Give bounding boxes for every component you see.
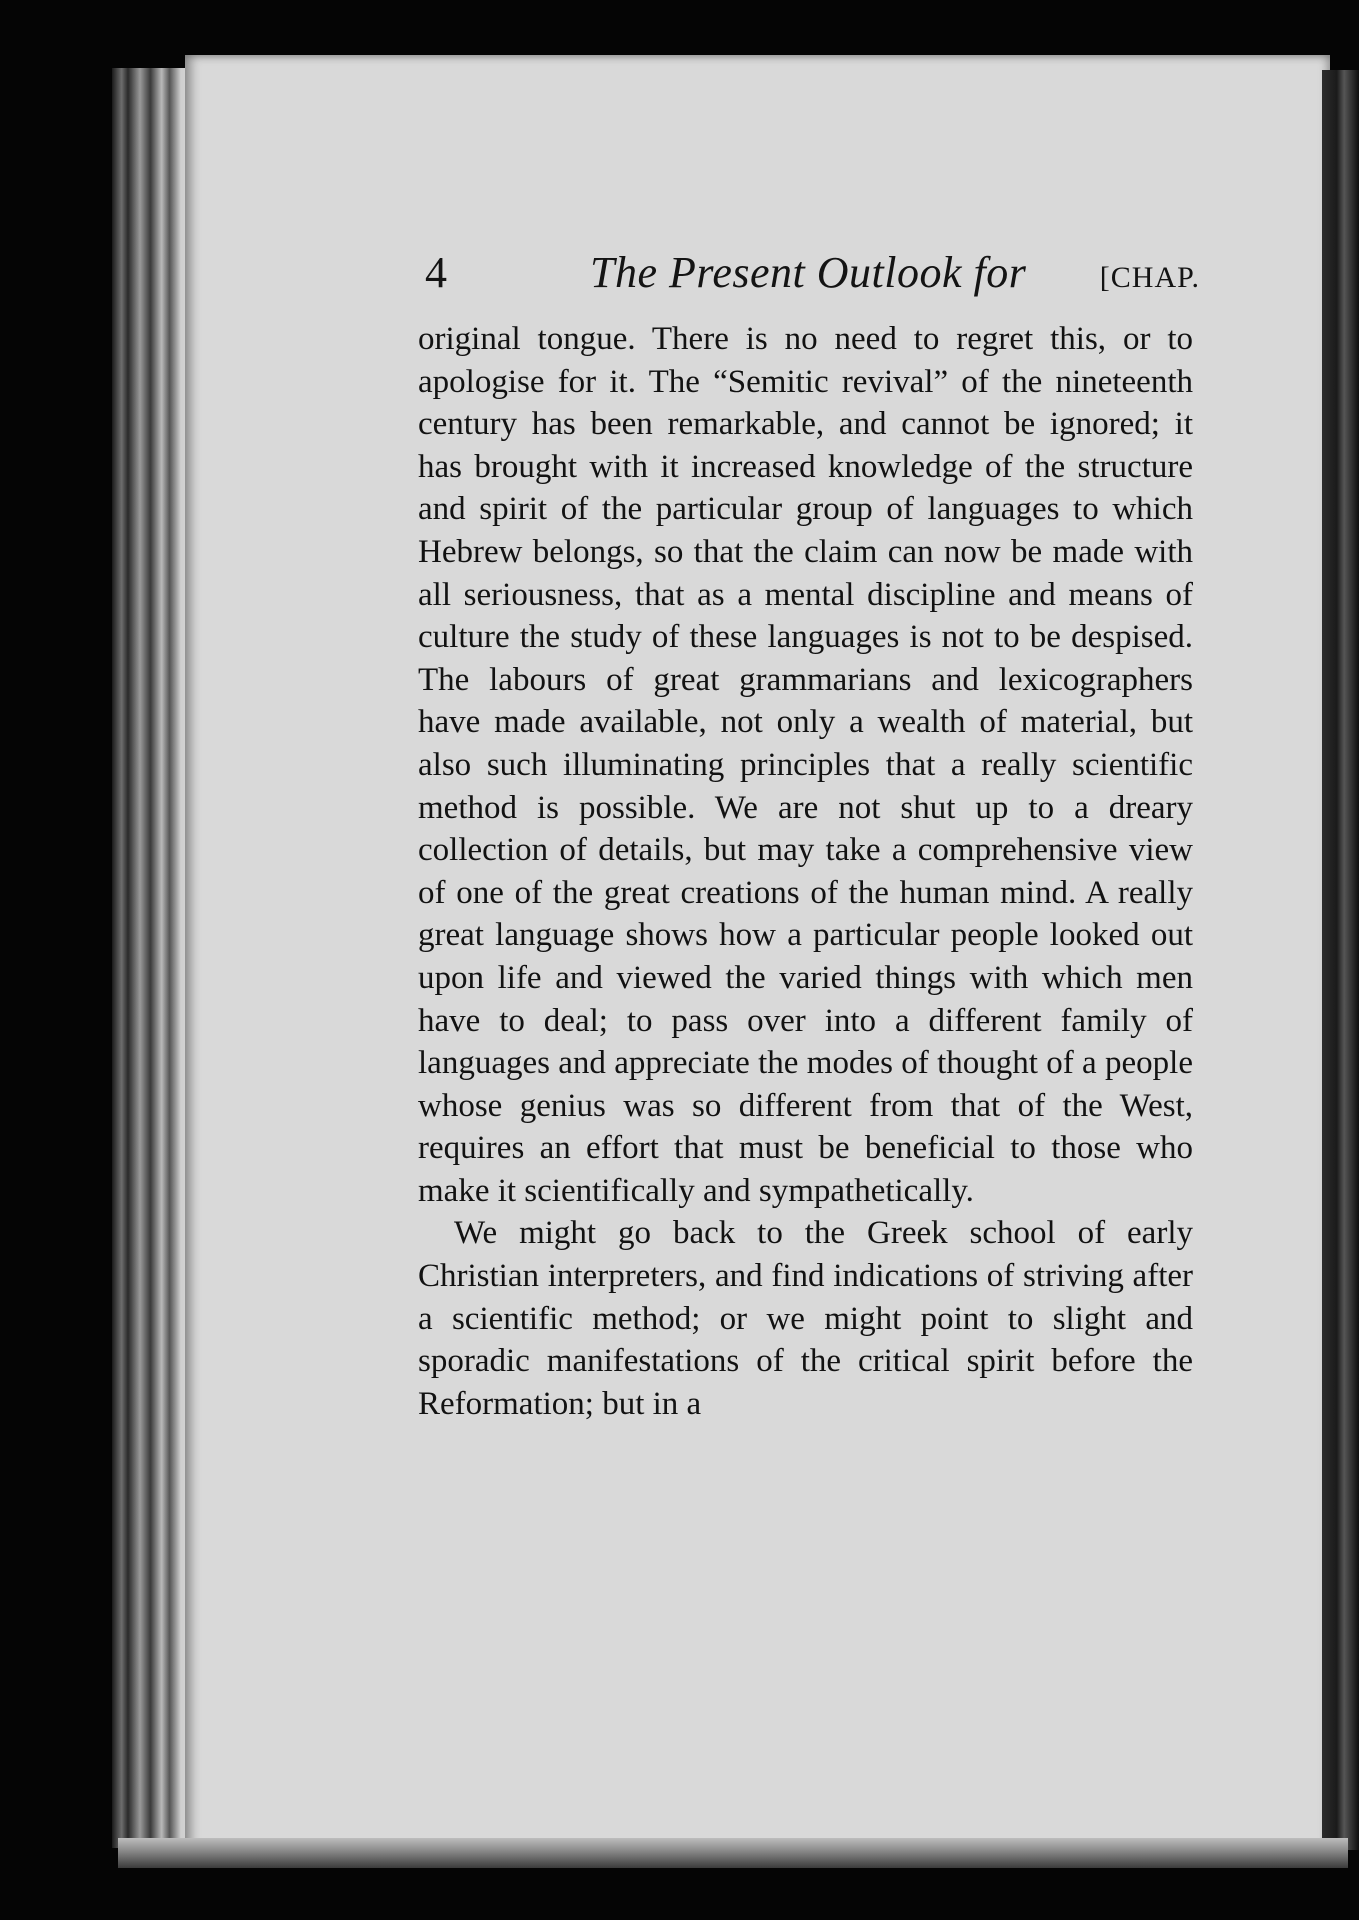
page-right-edge [1322,70,1359,1850]
body-text [418,318,1193,1425]
page-number: 4 [425,248,447,297]
paragraph-2: We might go back to the Greek school of early Christian interpreters, and find indications of striving after a scientific method; or we might point to slight and sporadic manifestations of the critical spirit before the Reformation; but in a [418,1215,1193,1422]
book-bottom-edge [118,1838,1348,1868]
paragraph-1: original tongue. There is no need to regret this, or to apologise for it. The “Semitic revival” of the nineteenth century has been remarkable, and cannot be ignored; it has brought with it increased knowledge of the structure and spirit of the particular group of languages to which Hebrew belongs, so that the claim can now be made with all seriousness, that as a mental discipline and means of culture the study of these languages is not to be despised. The labours of great grammarians and lexicographers have made available, not only a wealth of material, but also such illuminating principles that a really scientific method is possible. We are not shut up to a dreary collection of details, but may take a comprehensive view of one of the great creations of the human mind. A really great language shows how a particular people looked out upon life and viewed the varied things with which men have to deal; to pass over into a different family of languages and appreciate the modes of thought of a people whose genius was so different from that of the West, requires an effort that must be beneficial to those who make it scientifically and sympathetically. [418,321,1193,1209]
running-title: The Present Outlook for [590,248,1027,297]
chapter-mark: [CHAP. [1099,261,1200,294]
page-header [425,248,1200,298]
book-spine-edge [112,68,192,1848]
